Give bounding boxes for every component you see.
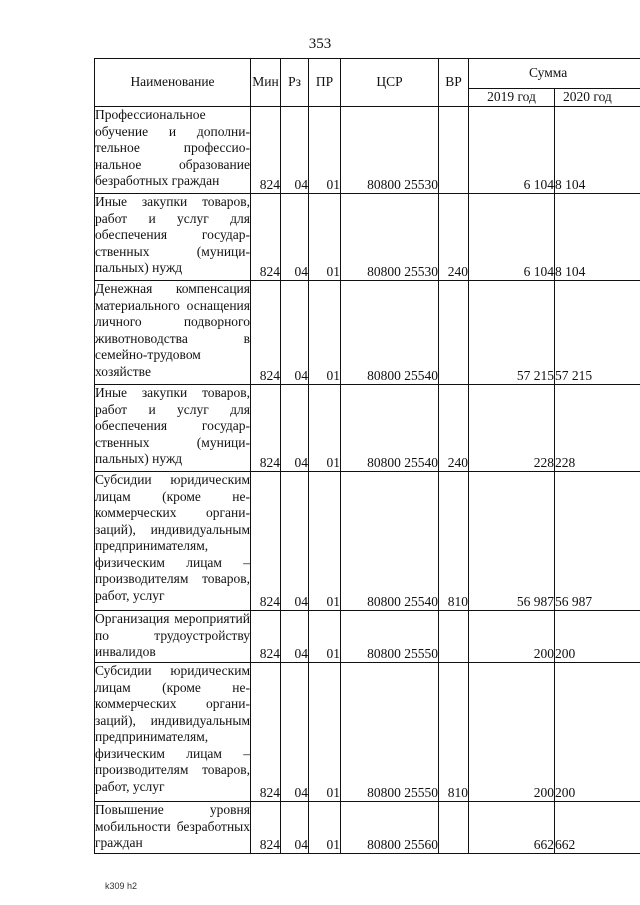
row-name: Денежная компенсация материального оснащения личного подворного животноводства в семейно-трудовом хозяйстве <box>95 281 251 385</box>
row-sum-2020: 56 987 <box>555 472 640 611</box>
row-min: 824 <box>251 663 281 802</box>
row-min: 824 <box>251 472 281 611</box>
row-pr: 01 <box>309 385 341 472</box>
row-pr: 01 <box>309 802 341 854</box>
header-name: Наименование <box>95 59 251 107</box>
row-sum-2020: 57 215 <box>555 281 640 385</box>
row-sum-2019: 200 <box>469 611 555 663</box>
row-csr: 80800 25540 <box>341 472 439 611</box>
row-sum-2020: 200 <box>555 611 640 663</box>
row-sum-2020: 8 104 <box>555 194 640 281</box>
table-row <box>95 472 640 611</box>
row-sum-2019: 57 215 <box>469 281 555 385</box>
row-vr: 810 <box>439 663 469 802</box>
row-name: Иные закупки товаров, работ и услуг для обеспечения государственных (муниципальных) нужд <box>95 194 251 281</box>
row-csr: 80800 25530 <box>341 194 439 281</box>
row-min: 824 <box>251 194 281 281</box>
row-csr: 80800 25540 <box>341 385 439 472</box>
header-year-2020: 2020 год <box>555 89 640 107</box>
row-csr: 80800 25550 <box>341 663 439 802</box>
header-pr: ПР <box>309 59 341 107</box>
header-year-2019: 2019 год <box>469 89 555 107</box>
row-vr <box>439 107 469 194</box>
budget-table <box>94 58 640 854</box>
row-vr: 240 <box>439 194 469 281</box>
header-sum: Сумма <box>469 59 640 89</box>
row-min: 824 <box>251 281 281 385</box>
row-min: 824 <box>251 802 281 854</box>
row-min: 824 <box>251 611 281 663</box>
row-name: Профессиональное обучение и дополнительное профессиональное образование безработных граждан <box>95 107 251 194</box>
row-sum-2020: 8 104 <box>555 107 640 194</box>
row-name: Повышение уровня мобильности безработных граждан <box>95 802 251 854</box>
header-csr: ЦСР <box>341 59 439 107</box>
row-sum-2019: 200 <box>469 663 555 802</box>
row-csr: 80800 25550 <box>341 611 439 663</box>
row-rz: 04 <box>281 194 309 281</box>
row-rz: 04 <box>281 281 309 385</box>
row-pr: 01 <box>309 663 341 802</box>
row-vr <box>439 281 469 385</box>
table-row <box>95 107 640 194</box>
row-sum-2019: 662 <box>469 802 555 854</box>
row-vr <box>439 802 469 854</box>
header-min: Мин <box>251 59 281 107</box>
row-sum-2019: 228 <box>469 385 555 472</box>
table-row <box>95 663 640 802</box>
table-row <box>95 802 640 854</box>
footer-code: k309 h2 <box>105 881 138 891</box>
row-sum-2019: 6 104 <box>469 194 555 281</box>
page-number: 353 <box>308 36 332 52</box>
row-name: Субсидии юридическим лицам (кроме некоммерческих организаций), индивидуальным предпринимателям, физическим лицам – производителям товаров, работ, услуг <box>95 663 251 802</box>
row-rz: 04 <box>281 472 309 611</box>
row-vr: 810 <box>439 472 469 611</box>
table-row <box>95 281 640 385</box>
table-row <box>95 385 640 472</box>
row-rz: 04 <box>281 385 309 472</box>
row-vr <box>439 611 469 663</box>
table-row <box>95 611 640 663</box>
table-row <box>95 194 640 281</box>
row-min: 824 <box>251 107 281 194</box>
row-pr: 01 <box>309 611 341 663</box>
row-csr: 80800 25560 <box>341 802 439 854</box>
row-csr: 80800 25540 <box>341 281 439 385</box>
row-name: Иные закупки товаров, работ и услуг для обеспечения государственных (муниципальных) нужд <box>95 385 251 472</box>
header-vr: ВР <box>439 59 469 107</box>
row-name: Субсидии юридическим лицам (кроме некоммерческих организаций), индивидуальным предпринимателям, физическим лицам – производителям товаров, работ, услуг <box>95 472 251 611</box>
row-csr: 80800 25530 <box>341 107 439 194</box>
row-rz: 04 <box>281 611 309 663</box>
row-sum-2019: 6 104 <box>469 107 555 194</box>
row-rz: 04 <box>281 107 309 194</box>
row-rz: 04 <box>281 663 309 802</box>
row-vr: 240 <box>439 385 469 472</box>
row-sum-2020: 200 <box>555 663 640 802</box>
row-pr: 01 <box>309 107 341 194</box>
row-rz: 04 <box>281 802 309 854</box>
row-sum-2020: 662 <box>555 802 640 854</box>
row-sum-2020: 228 <box>555 385 640 472</box>
header-rz: Рз <box>281 59 309 107</box>
row-pr: 01 <box>309 194 341 281</box>
row-pr: 01 <box>309 472 341 611</box>
row-pr: 01 <box>309 281 341 385</box>
row-sum-2019: 56 987 <box>469 472 555 611</box>
row-min: 824 <box>251 385 281 472</box>
row-name: Организация мероприятий по трудоустройству инвалидов <box>95 611 251 663</box>
